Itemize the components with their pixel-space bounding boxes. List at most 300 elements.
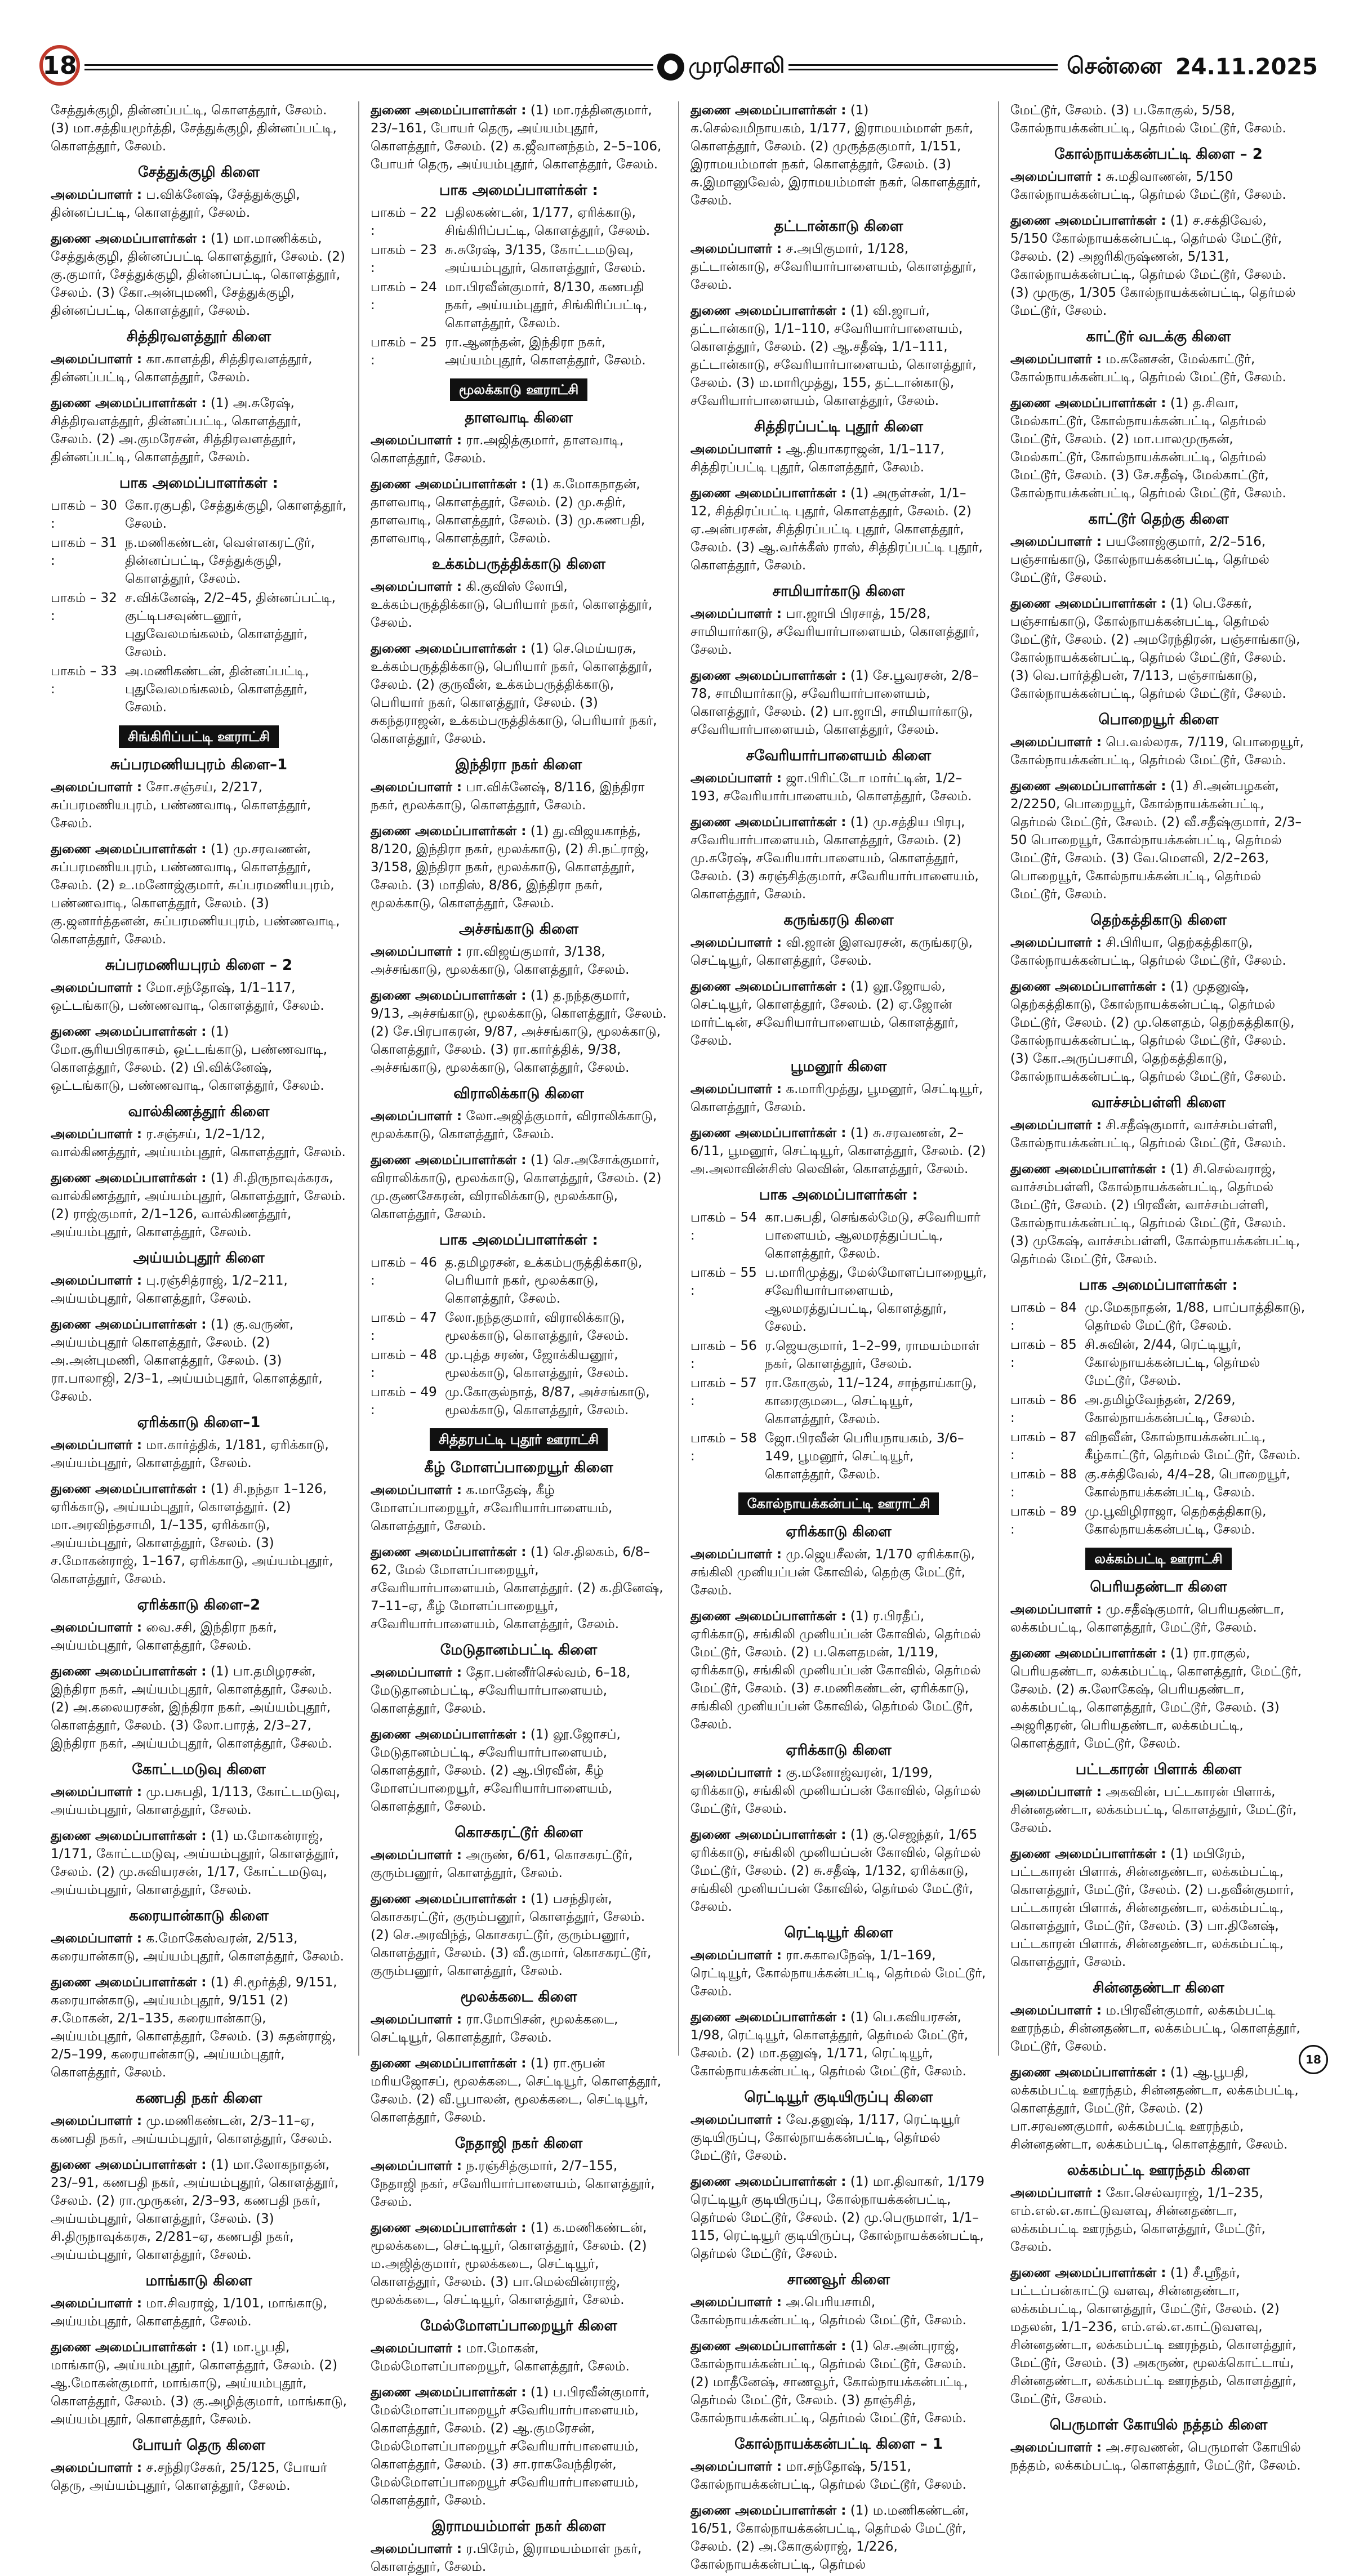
organizer-entry bbox=[371, 1664, 667, 1718]
organizer-entry bbox=[1010, 595, 1307, 703]
organizer-entry bbox=[1010, 1644, 1307, 1753]
branch-heading: பாக அமைப்பாளர்கள் : bbox=[1079, 1277, 1238, 1294]
role-label: அமைப்பாளர் : bbox=[1010, 2186, 1102, 2200]
edition-city: சென்னை bbox=[1067, 52, 1162, 79]
role-label: அமைப்பாளர் : bbox=[51, 1438, 142, 1452]
organizer-entry bbox=[690, 2173, 987, 2263]
booth-entry bbox=[371, 333, 667, 369]
branch-heading: போயர் தெரு கிளை bbox=[132, 2437, 265, 2454]
organizer-entry bbox=[371, 2339, 667, 2376]
branch-heading: சுப்பரமணியபுரம் கிளை – 2 bbox=[105, 957, 293, 974]
organizer-entry bbox=[1010, 2264, 1307, 2408]
booth-text: ந.மணிகண்டன், வெள்ளகரட்டூர், தின்னப்பட்டி, சேத்துக்குழி, கொளத்தூர், சேலம். bbox=[125, 536, 315, 586]
organizer-text: (1) செ.அசோக்குமார், விராலிக்காடு, மூலக்காடு, கொளத்தூர், சேலம். (2) மு.குணசேகரன், விராலிக்காடு, மூலக்காடு, கொளத்தூர், சேலம். bbox=[371, 1153, 662, 1222]
organizer-text: (1) லூ.ஜோசப், மேடுதானம்பட்டி, சவேரியார்பாளையம், கொளத்தூர், சேலம். (2) ஆ.பிரவீன், கீழ் மோளப்பாறையூர், சவேரியார்பாளையம், கொளத்தூர், சேலம். bbox=[371, 1727, 621, 1814]
role-label: அமைப்பாளர் : bbox=[690, 2113, 782, 2127]
organizer-text: (1) ரா.ராகுல், பெரியதண்டா, லக்கம்பட்டி, கொளத்தூர், மேட்டூர், சேலம். (2) சு.லோகேஷ், பெரியதண்டா, லக்கம்பட்டி, கொளத்தூர், மேட்டூர், சேலம். (3) அஜரிதரன், பெரியதண்டா, லக்கம்பட்டி, கொளத்தூர், மேட்டூர், சேலம். bbox=[1010, 1646, 1302, 1751]
role-label: துணை அமைப்பாளர்கள் : bbox=[690, 1828, 846, 1842]
organizer-text: (1) சி.செல்வராஜ், வாச்சம்பள்ளி, கோல்நாயக்கன்பட்டி, தெர்மல் மேட்டூர், சேலம். (2) பிரவீன், வாச்சம்பள்ளி, கோல்நாயக்கன்பட்டி, தெர்மல் மேட்டூர், சேலம். (3) முகேஷ், வாச்சம்பள்ளி, கோல்நாயக்கன்பட்டி, தெர்மல் மேட்டூர், சேலம். bbox=[1010, 1162, 1300, 1267]
branch-heading: மேல்மோளப்பாறையூர் கிளை bbox=[420, 2317, 617, 2334]
organizer-text: (1) ம.மோகன்ராஜ், 1/171, கோட்டமடுவு, அய்யம்புதூர், கொளத்தூர், சேலம். (2) மு.சுவியரசன், 1/17, கோட்டமடுவு, அய்யம்புதூர், கொளத்தூர், சேலம். bbox=[51, 1829, 339, 1897]
branch-heading: இராமயம்மாள் நகர் கிளை bbox=[431, 2518, 606, 2535]
role-label: அமைப்பாளர் : bbox=[51, 188, 142, 202]
organizer-text: ர.பிரேம், இராமயம்மாள் நகர், கொளத்தூர், சேலம். bbox=[371, 2542, 642, 2574]
organizer-text: கா.காளத்தி, சித்திரவளத்தூர், தின்னப்பட்டி, கொளத்தூர், சேலம். bbox=[51, 352, 313, 385]
organizer-text: (1) து.விஜயகாந்த், 8/120, இந்திரா நகர், மூலக்காடு, (2) சி.நட்ராஜ், 3/158, இந்திரா நகர், மூலக்காடு, கொளத்தூர், சேலம். (3) மாதிஸ், 8/86, இந்திரா நகர், மூலக்காடு, கொளத்தூர், சேலம். bbox=[371, 824, 649, 911]
branch-heading: சேத்துக்குழி கிளை bbox=[138, 164, 260, 181]
organizer-entry bbox=[1010, 934, 1307, 970]
role-label: துணை அமைப்பாளர்கள் : bbox=[1010, 779, 1166, 794]
role-label: அமைப்பாளர் : bbox=[690, 1766, 782, 1780]
organizer-text: (1) மா.திவாகர், 1/179 ரெட்டியூர் குடியிருப்பு, கோல்நாயக்கன்பட்டி, தெர்மல் மேட்டூர், சேலம். (2) மு.பெருமாள், 1/1–115, ரெட்டியூர் குடியிருப்பு, கோல்நாயக்கன்பட்டி, தெர்மல் மேட்டூர், சேலம். bbox=[690, 2174, 985, 2261]
booth-text: ச.விக்னேஷ், 2/2–45, தின்னப்பட்டி, குட்டிபசவுண்டனூர், புதுவேலமங்கலம், கொளத்தூர், சேலம். bbox=[125, 591, 336, 659]
booth-number: பாகம் – 25 : bbox=[371, 335, 437, 368]
organizer-text: (1) மு.சரவணன், சுப்பரமணியபுரம், பண்ணவாடி, கொளத்தூர், சேலம். (2) உ.மனோஜ்குமார், சுப்பரமணியபுரம், பண்ணவாடி, கொளத்தூர், சேலம். (3) கு.ஜனார்த்தனன், சுப்பரமணியபுரம், பண்ணவாடி, கொளத்தூர், சேலம். bbox=[51, 842, 340, 947]
paragraph-text: சேத்துக்குழி, தின்னப்பட்டி, கொளத்தூர், சேலம். (3) மா.சத்தியமூர்த்தி, சேத்துக்குழி, தின்னப்பட்டி, கொளத்தூர், சேலம். bbox=[51, 103, 337, 154]
organizer-text: (1) த.சிவா, மேல்காட்டூர், கோல்நாயக்கன்பட்டி, தெர்மல் மேட்டூர், சேலம். (2) மா.பாலமுருகன், மேல்காட்டூர், கோல்நாயக்கன்பட்டி, தெர்மல் மேட்டூர், சேலம். (3) சே.சதீஷ், மேல்காட்டூர், கோல்நாயக்கன்பட்டி, தெர்மல் மேட்டூர், சேலம். bbox=[1010, 396, 1286, 501]
organizer-text: க.மாதேஷ், கீழ் மோளப்பாறையூர், சவேரியார்பாளையம், கொளத்தூர், சேலம். bbox=[371, 1483, 613, 1534]
booth-number: பாகம் – 89 : bbox=[1010, 1504, 1077, 1537]
organizer-entry bbox=[1010, 168, 1307, 204]
organizer-text: (1) செ.மெய்யரசு, உக்கம்பருத்திக்காடு, பெரியார் நகர், கொளத்தூர், சேலம். (2) குருவீன், உக்கம்பருத்திக்காடு, பெரியார் நகர், கொளத்தூர், சேலம். (3) சுகந்தராஜன், உக்கம்பருத்திக்காடு, பெரியார் நகர், கொளத்தூர், சேலம். bbox=[371, 641, 657, 746]
branch-heading: பாக அமைப்பாளர்கள் : bbox=[439, 182, 598, 199]
organizer-text: (1) சி.மூர்த்தி, 9/151, கரையான்காடு, அய்யம்புதூர், 9/151 (2) ச.மோகன், 2/1–135, கரையான்காடு, அய்யம்புதூர், கொளத்தூர், சேலம். (3) சுதன்ராஜ், 2/5–199, கரையான்காடு, அய்யம்புதூர், கொளத்தூர், சேலம். bbox=[51, 1975, 337, 2080]
role-label: துணை அமைப்பாளர்கள் : bbox=[1010, 1162, 1166, 1176]
branch-heading: உக்கம்பருத்திக்காடு கிளை bbox=[432, 556, 605, 573]
organizer-entry bbox=[371, 1151, 667, 1223]
role-label: அமைப்பாளர் : bbox=[690, 1547, 782, 1562]
booth-number: பாகம் – 49 : bbox=[371, 1385, 437, 1418]
organizer-entry bbox=[371, 1481, 667, 1535]
role-label: அமைப்பாளர் : bbox=[51, 2461, 142, 2475]
booth-number: பாகம் – 56 : bbox=[690, 1339, 757, 1371]
organizer-entry bbox=[51, 1272, 347, 1308]
role-label: துணை அமைப்பாளர்கள் : bbox=[371, 1153, 527, 1167]
booth-entry bbox=[51, 589, 347, 661]
organizer-text: (1) வி.ஜாபர், தட்டான்காடு, 1/1–110, சவேரியார்பாளையம், கொளத்தூர், சேலம். (2) ஆ.சதீஷ், 1/1–111, தட்டான்காடு, சவேரியார்பாளையம், கொளத்தூர், சேலம். (3) ம.மாரிமுத்து, 155, தட்டான்காடு, சவேரியார்பாளையம், கொளத்தூர், சேலம். bbox=[690, 304, 977, 408]
branch-heading: மூலக்கடை கிளை bbox=[460, 1989, 577, 2005]
edition-date: 24.11.2025 bbox=[1175, 54, 1318, 80]
booth-number: பாகம் – 46 : bbox=[371, 1255, 437, 1288]
organizer-entry bbox=[51, 2294, 347, 2330]
organizer-entry bbox=[690, 1124, 987, 1178]
organizer-entry bbox=[371, 1726, 667, 1816]
role-label: அமைப்பாளர் : bbox=[51, 1620, 142, 1635]
organizer-text: சி.சதீஷ்குமார், வாச்சம்பள்ளி, கோல்நாயக்கன்பட்டி, தெர்மல் மேட்டூர், சேலம். bbox=[1010, 1118, 1286, 1151]
booth-text: ரா.கோகுல், 11/–124, சாந்தாய்காடு, காரைகுமடை, செட்டியூர், கொளத்தூர், சேலம். bbox=[765, 1376, 977, 1427]
role-label: அமைப்பாளர் : bbox=[371, 1483, 462, 1498]
organizer-entry bbox=[371, 2219, 667, 2309]
organizer-text: மா.சிவராஜ், 1/101, மாங்காடு, அய்யம்புதூர், கொளத்தூர், சேலம். bbox=[51, 2296, 328, 2329]
role-label: துணை அமைப்பாளர்கள் : bbox=[51, 231, 207, 246]
booth-text: பதிலகண்டன், 1/177, ஏரிக்காடு, சிங்கிரிப்பட்டி, கொளத்தூர், சேலம். bbox=[445, 206, 650, 238]
role-label: துணை அமைப்பாளர்கள் : bbox=[690, 2503, 846, 2518]
organizer-entry bbox=[690, 2111, 987, 2165]
organizer-text: ம.சுனேசன், மேல்காட்டூர், கோல்நாயக்கன்பட்டி, தெர்மல் மேட்டூர், சேலம். bbox=[1010, 352, 1286, 385]
organizer-entry bbox=[51, 1316, 347, 1406]
booth-entry bbox=[1010, 1299, 1307, 1335]
role-label: அமைப்பாளர் : bbox=[690, 2459, 782, 2474]
booth-number: பாகம் – 24 : bbox=[371, 280, 437, 313]
organizer-entry bbox=[690, 302, 987, 410]
organizer-text: ம.பிரவீன்குமார், லக்கம்பட்டி ஊரந்தம், சின்னதண்டா, லக்கம்பட்டி, கொளத்தூர், மேட்டூர், சேலம். bbox=[1010, 2003, 1300, 2054]
booth-number: பாகம் – 23 : bbox=[371, 243, 437, 275]
organizer-entry bbox=[51, 1783, 347, 1819]
organizer-entry bbox=[1010, 1160, 1307, 1268]
branch-heading: சித்திரப்பட்டி புதூர் கிளை bbox=[754, 418, 923, 435]
organizer-entry bbox=[690, 101, 987, 210]
organizer-text: (1) க.மோகநாதன், தாளவாடி, கொளத்தூர், சேலம். (2) மு.சுதிர், தாளவாடி, கொளத்தூர், சேலம். (3) மு.கணபதி, தாளவாடி, கொளத்தூர், சேலம். bbox=[371, 477, 645, 546]
organizer-text: பெ.வல்லரசு, 7/119, பொறையூர், கோல்நாயக்கன்பட்டி, தெர்மல் மேட்டூர், சேலம். bbox=[1010, 735, 1304, 768]
role-label: அமைப்பாளர் : bbox=[690, 242, 782, 256]
booth-text: கு.சக்திவேல், 4/4–28, பொறையூர், கோல்நாயக்கன்பட்டி, சேலம். bbox=[1085, 1467, 1290, 1500]
role-label: அமைப்பாளர் : bbox=[1010, 1785, 1102, 1799]
role-label: அமைப்பாளர் : bbox=[1010, 2440, 1102, 2455]
organizer-entry bbox=[51, 1929, 347, 1966]
branch-heading: காட்டூர் தெற்கு கிளை bbox=[1088, 511, 1229, 528]
branch-heading: ரெட்டியூர் குடியிருப்பு கிளை bbox=[744, 2089, 933, 2106]
organizer-text: ரா.விஜய்குமார், 3/138, அச்சங்காடு, மூலக்காடு, கொளத்தூர், சேலம். bbox=[371, 944, 630, 977]
role-label: அமைப்பாளர் : bbox=[1010, 935, 1102, 950]
role-label: அமைப்பாளர் : bbox=[371, 1109, 462, 1124]
role-label: அமைப்பாளர் : bbox=[690, 935, 782, 950]
booth-entry bbox=[690, 1264, 987, 1336]
role-label: துணை அமைப்பாளர்கள் : bbox=[371, 1727, 527, 1742]
organizer-entry bbox=[51, 186, 347, 222]
branch-heading: தாளவாடி கிளை bbox=[465, 409, 573, 426]
organizer-entry bbox=[690, 2008, 987, 2080]
role-label: துணை அமைப்பாளர்கள் : bbox=[690, 979, 846, 994]
organizer-entry bbox=[51, 979, 347, 1015]
organizer-entry bbox=[690, 440, 987, 476]
organizer-text: (1) க.செல்வமிநாயகம், 1/177, இராமயம்மாள் நகர், கொளத்தூர், சேலம். (2) முருத்தகுமார், 1/151, இராமயம்மாள் நகர், கொளத்தூர், சேலம். (3) சு.இமானுவேல், இராமயம்மாள் நகர், கொளத்தூர், சேலம். bbox=[690, 103, 981, 208]
role-label: துணை அமைப்பாளர்கள் : bbox=[1010, 596, 1166, 611]
page-number-badge: 18 bbox=[39, 45, 80, 86]
booth-text: மு.மேகநாதன், 1/88, பாப்பாத்திகாடு, தெர்மல் மேட்டூர், சேலம். bbox=[1085, 1300, 1305, 1333]
booth-number: பாகம் – 86 : bbox=[1010, 1393, 1077, 1425]
role-label: அமைப்பாளர் : bbox=[690, 1082, 782, 1097]
booth-entry bbox=[371, 204, 667, 240]
organizer-text: அகவின், பட்டகாரன் பிளாக், சின்னதண்டா, லக்கம்பட்டி, கொளத்தூர், மேட்டூர், சேலம். bbox=[1010, 1785, 1297, 1835]
booth-entry bbox=[1010, 1428, 1307, 1464]
booth-entry bbox=[51, 662, 347, 716]
role-label: துணை அமைப்பாளர்கள் : bbox=[51, 1829, 207, 1843]
role-label: அமைப்பாளர் : bbox=[51, 352, 142, 367]
organizer-text: வே.தனுஷ், 1/117, ரெட்டியூர் குடியிருப்பு, கோல்நாயக்கன்பட்டி, தெர்மல் மேட்டூர், சேலம். bbox=[690, 2113, 961, 2163]
organizer-text: கு.மனோஜ்வரன், 1/199, ஏரிக்காடு, சங்கிலி முனியப்பன் கோவில், தெர்மல் மேட்டூர், சேலம். bbox=[690, 1766, 981, 1816]
organizer-text: பா.விக்னேஷ், 8/116, இந்திரா நகர், மூலக்காடு, கொளத்தூர், சேலம். bbox=[371, 780, 645, 813]
role-label: துணை அமைப்பாளர்கள் : bbox=[1010, 1646, 1166, 1661]
organizer-text: (1) பா.தமிழரசன், இந்திரா நகர், அய்யம்புதூர், கொளத்தூர், சேலம். (2) அ.கலையரசன், இந்திரா நகர், அய்யம்புதூர், கொளத்தூர், சேலம். (3) லோ.பாரத், 2/3–27, இந்திரா நகர், அய்யம்புதூர், கொளத்தூர், சேலம். bbox=[51, 1664, 333, 1751]
organizer-text: ரா.சுகாவநேஷ், 1/1–169, ரெட்டியூர், கோல்நாயக்கன்பட்டி, தெர்மல் மேட்டூர், சேலம். bbox=[690, 1948, 986, 1999]
organizer-text: (1) செ.அன்புராஜ், கோல்நாயக்கன்பட்டி, தெர்மல் மேட்டூர், சேலம். (2) மாதீனேஷ், சாணவூர், கோல்நாயக்கன்பட்டி, தெர்மல் மேட்டூர், சேலம். (3) தாஞ்சித், கோல்நாயக்கன்பட்டி, தெர்மல் மேட்டூர், சேலம். bbox=[690, 2339, 968, 2426]
organizer-entry bbox=[51, 1169, 347, 1241]
organizer-text: ச.சந்திரசேகர், 25/125, போயர் தெரு, அய்யம்புதூர், கொளத்தூர், சேலம். bbox=[51, 2461, 327, 2493]
booth-entry bbox=[690, 1337, 987, 1373]
booth-text: லோ.நந்தகுமார், விராலிக்காடு, மூலக்காடு, கொளத்தூர், சேலம். bbox=[445, 1311, 629, 1343]
organizer-entry bbox=[1010, 1783, 1307, 1837]
organizer-text: (1) ர.பிரதீப், ஏரிக்காடு, சங்கிலி முனியப்பன் கோவில், தெர்மல் மேட்டூர், சேலம். (2) ப.கௌதமன், 1/119, ஏரிக்காடு, சங்கிலி முனியப்பன் கோவில், தெர்மல் மேட்டூர், சேலம். (3) ச.மணிகண்டன், ஏரிக்காடு, சங்கிலி முனியப்பன் கோவில், தெர்மல் மேட்டூர், சேலம். bbox=[690, 1609, 981, 1732]
branch-heading: கொசகரட்டூர் கிளை bbox=[455, 1824, 583, 1841]
role-label: துணை அமைப்பாளர்கள் : bbox=[690, 1609, 846, 1624]
role-label: துணை அமைப்பாளர்கள் : bbox=[690, 815, 846, 830]
role-label: துணை அமைப்பாளர்கள் : bbox=[1010, 2266, 1166, 2280]
organizer-text: ரா.மோபிசன், மூலக்கடை, செட்டியூர், கொளத்தூர், சேலம். bbox=[371, 2012, 618, 2045]
branch-heading: சுப்பரமணியபுரம் கிளை–1 bbox=[110, 756, 288, 773]
role-label: அமைப்பாளர் : bbox=[371, 1665, 462, 1680]
organizer-entry bbox=[690, 813, 987, 903]
role-label: அமைப்பாளர் : bbox=[690, 2295, 782, 2310]
organizer-entry bbox=[371, 578, 667, 632]
role-label: துணை அமைப்பாளர்கள் : bbox=[51, 2340, 207, 2355]
booth-number: பாகம் – 47 : bbox=[371, 1311, 437, 1343]
organizer-text: க.மாரிமுத்து, பூமனூர், செட்டியூர், கொளத்தூர், சேலம். bbox=[690, 1082, 983, 1115]
organizer-text: கி.குவிஸ் லோபி, உக்கம்பருத்திக்காடு, பெரியார் நகர், கொளத்தூர், சேலம். bbox=[371, 580, 653, 630]
organizer-entry bbox=[690, 484, 987, 574]
panchayat-banner: மூலக்காடு ஊராட்சி bbox=[450, 378, 588, 401]
organizer-entry bbox=[1010, 2184, 1307, 2256]
organizer-entry bbox=[1010, 212, 1307, 320]
organizer-text: (1) ரா.ரூபன் மரியஜோசப், மூலக்கடை, செட்டியூர், கொளத்தூர், சேலம். (2) வீ.பூபாலன், மூலக்கடை, செட்டியூர், கொளத்தூர், சேலம். bbox=[371, 2056, 662, 2125]
role-label: துணை அமைப்பாளர்கள் : bbox=[1010, 2065, 1166, 2080]
booth-text: சி.சுவின், 2/44, ரெட்டியூர், கோல்நாயக்கன்பட்டி, தெர்மல் மேட்டூர், சேலம். bbox=[1085, 1338, 1260, 1388]
booth-number: பாகம் – 58 : bbox=[690, 1431, 757, 1464]
role-label: அமைப்பாளர் : bbox=[690, 771, 782, 786]
organizer-entry bbox=[1010, 777, 1307, 903]
booth-text: ர.ஜெயகுமார், 1–2–99, ராமயம்மாள் நகர், கொளத்தூர், சேலம். bbox=[765, 1339, 980, 1371]
role-label: துணை அமைப்பாளர்கள் : bbox=[1010, 213, 1166, 228]
role-label: துணை அமைப்பாளர்கள் : bbox=[51, 2158, 207, 2172]
organizer-entry bbox=[371, 1890, 667, 1980]
role-label: துணை அமைப்பாளர்கள் : bbox=[371, 103, 527, 118]
role-label: துணை அமைப்பாளர்கள் : bbox=[1010, 979, 1166, 994]
booth-entry bbox=[51, 497, 347, 533]
booth-entry bbox=[371, 241, 667, 277]
role-label: துணை அமைப்பாளர்கள் : bbox=[690, 103, 846, 118]
organizer-text: (1) ம.மணிகண்டன், 16/51, கோல்நாயக்கன்பட்டி, தெர்மல் மேட்டூர், சேலம். (2) அ.கோகுல்ராஜ், 1/226, கோல்நாயக்கன்பட்டி, தெர்மல் bbox=[690, 2503, 969, 2572]
branch-heading: பெருமாள் கோயில் நத்தம் கிளை bbox=[1049, 2417, 1268, 2434]
newspaper-logo bbox=[653, 48, 788, 86]
organizer-text: (1) க.மணிகண்டன், மூலக்கடை, செட்டியூர், கொளத்தூர், சேலம். (2) ம.அஜித்குமார், மூலக்கடை, செட்டியூர், கொளத்தூர், சேலம். (3) பா.மெல்வின்ராஜ், மூலக்கடை, செட்டியூர், கொளத்தூர், சேலம். bbox=[371, 2221, 647, 2307]
organizer-text: (1) சு.சரவணன், 2–6/11, பூமனூர், செட்டியூர், கொளத்தூர், சேலம். (2) அ.அலாவின்சிஸ் லெவின், கொளத்தூர், சேலம். bbox=[690, 1126, 986, 1176]
role-label: துணை அமைப்பாளர்கள் : bbox=[690, 1126, 846, 1140]
organizer-text: (1) சி.நந்தா 1–126, ஏரிக்காடு, அய்யம்புதூர், கொளத்தூர். (2) மா.அரவிந்தசாமி, 1/–135, ஏரிக்காடு, அய்யம்புதூர், கொளத்தூர், சேலம். (3) ச.மோகன்ராஜ், 1–167, ஏரிக்காடு, அய்யம்புதூர், கொளத்தூர், சேலம். bbox=[51, 1482, 333, 1586]
organizer-entry bbox=[1010, 733, 1307, 769]
branch-heading: ரெட்டியூர் கிளை bbox=[784, 1924, 893, 1941]
role-label: துணை அமைப்பாளர்கள் : bbox=[371, 2385, 527, 2400]
organizer-text: ஆ.தியாகராஜன், 1/1–117, சித்திரப்பட்டி புதூர், கொளத்தூர், சேலம். bbox=[690, 442, 944, 475]
role-label: துணை அமைப்பாளர்கள் : bbox=[1010, 396, 1166, 411]
role-label: அமைப்பாளர் : bbox=[1010, 170, 1102, 184]
booth-entry bbox=[371, 1383, 667, 1419]
role-label: அமைப்பாளர் : bbox=[51, 2296, 142, 2311]
branch-heading: வால்கிணத்தூர் கிளை bbox=[128, 1103, 270, 1120]
organizer-text: (1) சீ.ஸ்ரீதர், பட்டப்பன்காட்டு வளவு, சின்னதண்டா, லக்கம்பட்டி, கொளத்தூர், மேட்டூர், சேலம். (2) மதலன், 1/1–236, எம்.எல்.எ.காட்டுவளவு, சின்னதண்டா, லக்கம்பட்டி ஊரந்தம், கொளத்தூர், மேட்டூர், சேலம். (3) அகருண், மூலக்கொட்டாய், சின்னதண்டா, லக்கம்பட்டி ஊரந்தம், கொளத்தூர், மேட்டூர், சேலம். bbox=[1010, 2266, 1296, 2406]
organizer-text: ஜா.பிரிட்டோ மார்ட்டின், 1/2–193, சவேரியார்பாளையம், கொளத்தூர், சேலம். bbox=[690, 771, 972, 804]
organizer-entry bbox=[51, 1023, 347, 1095]
organizer-entry bbox=[371, 1543, 667, 1633]
role-label: அமைப்பாளர் : bbox=[1010, 352, 1102, 367]
booth-text: மு.பூவிழிராஜா, தெற்கத்திகாடு, கோல்நாயக்கன்பட்டி, சேலம். bbox=[1085, 1504, 1267, 1537]
booth-number: பாகம் – 32 : bbox=[51, 591, 117, 623]
role-label: துணை அமைப்பாளர்கள் : bbox=[51, 1482, 207, 1496]
role-label: அமைப்பாளர் : bbox=[1010, 735, 1102, 750]
organizer-text: வை.சசி, இந்திரா நகர், அய்யம்புதூர், கொளத்தூர், சேலம். bbox=[51, 1620, 277, 1653]
panchayat-banner: சித்தரபட்டி புதூர் ஊராட்சி bbox=[430, 1428, 608, 1451]
organizer-text: (1) சே.பூவரசன், 2/8–78, சாமியார்காடு, சவேரியார்பாளையம், கொளத்தூர், சேலம். (2) பா.ஜாபி, சாமியார்காடு, சவேரியார்பாளையம், கொளத்தூர், சேலம். bbox=[690, 668, 979, 737]
organizer-text: (1) அருள்சன், 1/1–12, சித்திரப்பட்டி புதூர், கொளத்தூர், சேலம். (2) ஏ.அன்பரசன், சித்திரப்பட்டி புதூர், கொளத்தூர், சேலம். (3) ஆ.வர்க்கீஸ் ராஸ், சித்திரப்பட்டி புதூர், கொளத்தூர், சேலம். bbox=[690, 486, 983, 573]
organizer-text: வி.ஜான் இளவரசன், கருங்கரடு, செட்டியூர், கொளத்தூர், சேலம். bbox=[690, 935, 973, 968]
branch-heading: சின்னதண்டா கிளை bbox=[1093, 1980, 1224, 1996]
masthead bbox=[39, 45, 1318, 90]
organizer-entry bbox=[371, 2383, 667, 2510]
organizer-entry bbox=[690, 934, 987, 970]
organizer-text: சு.மதிவாணன், 5/150 கோல்நாயக்கன்பட்டி, தெர்மல் மேட்டூர், சேலம். bbox=[1010, 170, 1286, 202]
organizer-text: (1) மா.பூபதி, மாங்காடு, அய்யம்புதூர், கொளத்தூர், சேலம். (2) ஆ.மோகன்குமார், மாங்காடு, அய்யம்புதூர், கொளத்தூர், சேலம். (3) கு.அழித்குமார், மாங்காடு, அய்யம்புதூர், கொளத்தூர், சேலம். bbox=[51, 2340, 347, 2427]
branch-heading: மேடுதானம்பட்டி கிளை bbox=[440, 1642, 598, 1659]
organizer-text: (1) மா.ரத்தினகுமார், 23/–161, போயர் தெரு, அய்யம்புதூர், கொளத்தூர், சேலம். (2) க.ஜீவானந்தம், 2–5–106, போயர் தெரு, அய்யம்புதூர், கொளத்தூர், சேலம். bbox=[371, 103, 662, 172]
role-label: துணை அமைப்பாளர்கள் : bbox=[51, 396, 207, 411]
organizer-entry bbox=[371, 778, 667, 814]
role-label: அமைப்பாளர் : bbox=[1010, 2003, 1102, 2018]
organizer-text: சி.பிரியா, தெற்கத்திகாடு, கோல்நாயக்கன்பட்டி, தெர்மல் மேட்டூர், சேலம். bbox=[1010, 935, 1286, 968]
organizer-entry bbox=[1010, 394, 1307, 502]
booth-entry bbox=[371, 1254, 667, 1308]
organizer-entry bbox=[371, 2011, 667, 2047]
role-label: அமைப்பாளர் : bbox=[371, 780, 462, 795]
branch-heading: மாங்காடு கிளை bbox=[145, 2272, 252, 2289]
role-label: துணை அமைப்பாளர்கள் : bbox=[371, 1892, 527, 1906]
organizer-entry bbox=[51, 2112, 347, 2148]
organizer-text: பா.ஜாபி பிரசாத், 15/28, சாமியார்காடு, சவேரியார்பாளையம், கொளத்தூர், சேலம். bbox=[690, 607, 979, 657]
organizer-text: லோ.அஜித்குமார், விராலிக்காடு, மூலக்காடு, கொளத்தூர், சேலம். bbox=[371, 1109, 657, 1142]
organizer-text: மா.மோகன், மேல்மோளப்பாறையூர், கொளத்தூர், சேலம். bbox=[371, 2341, 630, 2374]
organizer-text: தோ.பன்னீர்செல்வம், 6–18, மேடுதானம்பட்டி, சவேரியார்பாளையம், கொளத்தூர், சேலம். bbox=[371, 1665, 631, 1716]
organizer-text: மு.பசுபதி, 1/113, கோட்டமடுவு, அய்யம்புதூர், கொளத்தூர், சேலம். bbox=[51, 1785, 340, 1817]
organizer-entry bbox=[690, 1946, 987, 2000]
role-label: அமைப்பாளர் : bbox=[371, 2341, 462, 2356]
organizer-text: மா.சந்தோஷ், 5/151, கோல்நாயக்கன்பட்டி, தெர்மல் மேட்டூர், சேலம். bbox=[690, 2459, 966, 2492]
organizer-entry bbox=[371, 101, 667, 173]
organizer-text: ந.ரஞ்சித்குமார், 2/7–155, நேதாஜி நகர், சவேரியார்பாளையம், கொளத்தூர், சேலம். bbox=[371, 2159, 655, 2209]
organizer-entry bbox=[1010, 2002, 1307, 2056]
role-label: துணை அமைப்பாளர்கள் : bbox=[51, 842, 207, 857]
branch-heading: கோட்டமடுவு கிளை bbox=[132, 1761, 266, 1778]
role-label: அமைப்பாளர் : bbox=[51, 1273, 142, 1288]
organizer-entry bbox=[690, 2337, 987, 2427]
organizer-text: க.மோகேஸ்வரன், 2/513, கரையான்காடு, அய்யம்புதூர், கொளத்தூர், சேலம். bbox=[51, 1931, 344, 1964]
branch-heading: அய்யம்புதூர் கிளை bbox=[133, 1250, 265, 1267]
booth-entry bbox=[1010, 1503, 1307, 1539]
branch-heading: ஏரிக்காடு கிளை–2 bbox=[137, 1597, 261, 1614]
organizer-entry bbox=[1010, 350, 1307, 386]
branch-heading: இந்திரா நகர் கிளை bbox=[455, 756, 582, 773]
booth-text: கோ.ரகுபதி, சேத்துக்குழி, கொளத்தூர், சேலம். bbox=[125, 498, 347, 531]
booth-entry bbox=[371, 1346, 667, 1382]
role-label: துணை அமைப்பாளர்கள் : bbox=[1010, 1847, 1166, 1861]
organizer-text: (1) கு.வருண், அய்யம்புதூர் கொளத்தூர், சேலம். (2) அ.அன்புமணி, கொளத்தூர், சேலம். (3) ரா.பாலாஜி, 2/3–1, அய்யம்புதூர், கொளத்தூர், சேலம். bbox=[51, 1317, 323, 1404]
organizer-text: (1) முதனுஷ், தெற்கத்திகாடு, கோல்நாயக்கன்பட்டி, தெர்மல் மேட்டூர், சேலம். (2) மு.கௌதம், தெற்கத்திகாடு, கோல்நாயக்கன்பட்டி, தெர்மல் மேட்டூர், சேலம். (3) கோ.அருப்பசாமி, தெற்கத்திகாடு, கோல்நாயக்கன்பட்டி, தெர்மல் மேட்டூர், சேலம். bbox=[1010, 979, 1295, 1084]
role-label: துணை அமைப்பாளர்கள் : bbox=[690, 2010, 846, 2025]
booth-number: பாகம் – 48 : bbox=[371, 1348, 437, 1380]
organizer-entry bbox=[51, 1125, 347, 1161]
organizer-entry bbox=[371, 2540, 667, 2576]
paragraph-text: மேட்டூர், சேலம். (3) ப.கோகுல், 5/58, கோல்நாயக்கன்பட்டி, தெர்மல் மேட்டூர், சேலம். bbox=[1010, 103, 1286, 136]
role-label: அமைப்பாளர் : bbox=[690, 1948, 782, 1963]
branch-heading: பூமனூர் கிளை bbox=[790, 1058, 887, 1075]
branch-heading: கோல்நாயக்கன்பட்டி கிளை – 1 bbox=[734, 2436, 943, 2453]
organizer-text: மு.சதீஷ்குமார், பெரியதண்டா, லக்கம்பட்டி, கொளத்தூர், மேட்டூர், சேலம். bbox=[1010, 1602, 1285, 1635]
organizer-text: மோ.சந்தோஷ், 1/1–117, ஒட்டங்காடு, பண்ணவாடி, கொளத்தூர், சேலம். bbox=[51, 981, 324, 1013]
role-label: அமைப்பாளர் : bbox=[51, 780, 142, 795]
organizer-entry bbox=[371, 431, 667, 467]
role-label: அமைப்பாளர் : bbox=[51, 2114, 142, 2128]
organizer-entry bbox=[51, 778, 347, 832]
panchayat-banner: கோல்நாயக்கன்பட்டி ஊராட்சி bbox=[738, 1492, 939, 1515]
organizer-entry bbox=[690, 1826, 987, 1916]
organizer-entry bbox=[690, 667, 987, 739]
role-label: துணை அமைப்பாளர்கள் : bbox=[371, 2221, 527, 2235]
organizer-text: மா.கார்த்திக், 1/181, ஏரிக்காடு, அய்யம்புதூர், கொளத்தூர், சேலம். bbox=[51, 1438, 329, 1470]
booth-number: பாகம் – 30 : bbox=[51, 498, 117, 531]
organizer-entry bbox=[51, 350, 347, 386]
role-label: துணை அமைப்பாளர்கள் : bbox=[371, 1545, 527, 1559]
branch-heading: பெரியதண்டா கிளை bbox=[1090, 1579, 1227, 1595]
booth-number: பாகம் – 22 : bbox=[371, 206, 437, 238]
role-label: அமைப்பாளர் : bbox=[1010, 534, 1102, 549]
text-column bbox=[39, 101, 359, 2493]
booth-number: பாகம் – 87 : bbox=[1010, 1430, 1077, 1463]
booth-text: அ.தமிழ்வேந்தன், 2/269, கோல்நாயக்கன்பட்டி, சேலம். bbox=[1085, 1393, 1255, 1425]
role-label: துணை அமைப்பாளர்கள் : bbox=[371, 988, 527, 1003]
organizer-text: (1) ப.பிரவீன்குமார், மேல்மோளப்பாறையூர் சவேரியார்பாளையம், கொளத்தூர், சேலம். (2) ஆ.குமரேசன், மேல்மோளப்பாறையூர் சவேரியார்பாளையம், கொளத்தூர், சேலம். (3) சா.ராகவேந்திரன், மேல்மோளப்பாறையூர் சவேரியார்பாளையம், கொளத்தூர், சேலம். bbox=[371, 2385, 650, 2508]
booth-number: பாகம் – 55 : bbox=[690, 1265, 757, 1298]
organizer-text: அ.பெரியசாமி, கோல்நாயக்கன்பட்டி, தெர்மல் மேட்டூர், சேலம். bbox=[690, 2295, 966, 2328]
organizer-text: பு.ரஞ்சித்ராஜ், 1/2–211, அய்யம்புதூர், கொளத்தூர், சேலம். bbox=[51, 1273, 288, 1306]
branch-heading: கீழ் மோளப்பாறையூர் கிளை bbox=[424, 1459, 613, 1476]
branch-heading: ஏரிக்காடு கிளை bbox=[786, 1523, 892, 1540]
organizer-text: (1) கு.செஜந்தர், 1/65 ஏரிக்காடு, சங்கிலி முனியப்பன் கோவில், தெர்மல் மேட்டூர், சேலம். (2) சு.சதீஷ், 1/132, ஏரிக்காடு, சங்கிலி முனியப்பன் கோவில், தெர்மல் மேட்டூர், சேலம். bbox=[690, 1828, 981, 1914]
branch-heading: சாமியார்காடு கிளை bbox=[772, 583, 905, 600]
organizer-text: சோ.சஞ்சய், 2/217, சுப்பரமணியபுரம், பண்ணவாடி, கொளத்தூர், சேலம். bbox=[51, 780, 311, 831]
role-label: அமைப்பாளர் : bbox=[690, 442, 782, 457]
organizer-text: (1) மபிரேம், பட்டகாரன் பிளாக், சின்னதண்டா, லக்கம்பட்டி, கொளத்தூர், மேட்டூர், சேலம். (2) ப.தவீன்குமார், பட்டகாரன் பிளாக், சின்னதண்டா, லக்கம்பட்டி, கொளத்தூர், மேட்டூர், சேலம். (3) பா.தினேஷ், பட்டகாரன் பிளாக், சின்னதண்டா, லக்கம்பட்டி, கொளத்தூர், சேலம். bbox=[1010, 1847, 1294, 1969]
branch-heading: சவேரியார்பாளையம் கிளை bbox=[746, 747, 932, 764]
booth-text: விநவீன், கோல்நாயக்கன்பட்டி, கீழ்காட்டூர், தெர்மல் மேட்டூர், சேலம். bbox=[1085, 1430, 1301, 1463]
branch-heading: பட்டகாரன் பிளாக் கிளை bbox=[1075, 1761, 1242, 1778]
article-columns bbox=[39, 101, 1318, 2574]
booth-entry bbox=[51, 534, 347, 588]
organizer-entry bbox=[371, 822, 667, 912]
role-label: துணை அமைப்பாளர்கள் : bbox=[690, 668, 846, 683]
organizer-entry bbox=[371, 640, 667, 748]
organizer-text: (1) பசந்திரன், கொசகரட்டூர், குரும்பனூர், கொளத்தூர், சேலம். (2) செ.அரவிந்த், கொசகரட்டூர், குரும்பனூர், கொளத்தூர், சேலம். (3) வீ.குமார், கொசகரட்டூர், குரும்பனூர், கொளத்தூர், சேலம். bbox=[371, 1892, 652, 1978]
organizer-entry bbox=[51, 2459, 347, 2495]
role-label: அமைப்பாளர் : bbox=[371, 580, 462, 594]
organizer-entry bbox=[1010, 2064, 1307, 2154]
organizer-entry bbox=[690, 1080, 987, 1116]
role-label: துணை அமைப்பாளர்கள் : bbox=[371, 477, 527, 492]
role-label: அமைப்பாளர் : bbox=[690, 607, 782, 621]
organizer-entry bbox=[1010, 2439, 1307, 2475]
organizer-entry bbox=[51, 230, 347, 320]
organizer-text: அருண், 6/61, கொசகரட்டூர், குரும்பனூர், கொளத்தூர், சேலம். bbox=[371, 1848, 633, 1880]
booth-text: ப.மாரிமுத்து, மேல்மோளப்பாறையூர், சவேரியார்பாளையம், ஆலமரத்துப்பட்டி, கொளத்தூர், சேலம். bbox=[765, 1265, 987, 1334]
booth-entry bbox=[690, 1209, 987, 1263]
role-label: அமைப்பாளர் : bbox=[51, 981, 142, 995]
role-label: துணை அமைப்பாளர்கள் : bbox=[690, 304, 846, 318]
organizer-text: அ.சரவணன், பெருமாள் கோயில் நத்தம், லக்கம்பட்டி, கொளத்தூர், மேட்டூர், சேலம். bbox=[1010, 2440, 1301, 2473]
